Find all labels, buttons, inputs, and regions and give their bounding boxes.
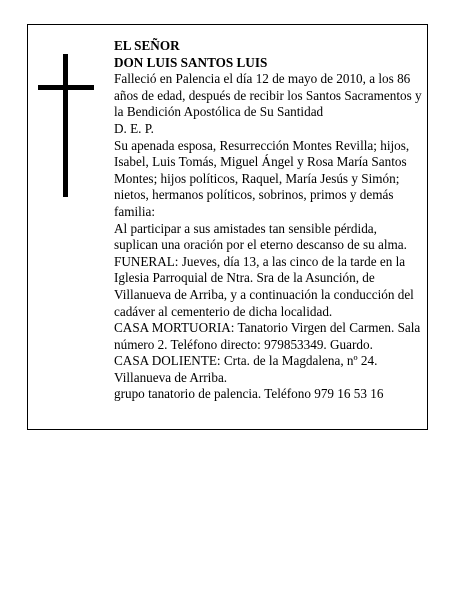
obituary-notice-text	[114, 38, 424, 403]
deceased-name: DON LUIS SANTOS LUIS	[114, 54, 268, 70]
family-list: Su apenada esposa, Resurrección Montes Revilla; hijos, Isabel, Luis Tomás, Miguel Ángel y Rosa María Santos Montes; hijos políticos, Raquel, María Jesús y Simón; nietos, hermanos políticos, sobrinos, primos y demás familia:	[114, 137, 410, 219]
prayer-request: Al participar a sus amistades tan sensible pérdida, suplican una oración por el eterno descanso de su alma.	[114, 220, 407, 253]
casa-mortuoria: CASA MORTUORIA: Tanatorio Virgen del Carmen. Sala número 2. Teléfono directo: 979853349. Guardo.	[114, 320, 421, 352]
casa-doliente: CASA DOLIENTE: Crta. de la Magdalena, nº 24. Villanueva de Arriba.	[114, 353, 378, 385]
notice-title: EL SEÑOR	[114, 38, 180, 53]
cross-icon-vertical-bar	[63, 54, 68, 197]
cross-icon-horizontal-bar	[38, 85, 94, 90]
dep-abbreviation: D. E. P.	[114, 120, 154, 136]
funeral-home-contact: grupo tanatorio de palencia. Teléfono 979 16 53 16	[114, 386, 384, 402]
death-announcement: Falleció en Palencia el día 12 de mayo de 2010, a los 86 años de edad, después de recibir los Santos Sacramentos y la Bendición Apostólica de Su Santidad	[114, 71, 422, 120]
funeral-details: FUNERAL: Jueves, día 13, a las cinco de la tarde en la Iglesia Parroquial de Ntra. Sra de la Asunción, de Villanueva de Arriba, y a continuación la conducción del cadáver al cementerio de dicha localidad.	[114, 253, 414, 319]
